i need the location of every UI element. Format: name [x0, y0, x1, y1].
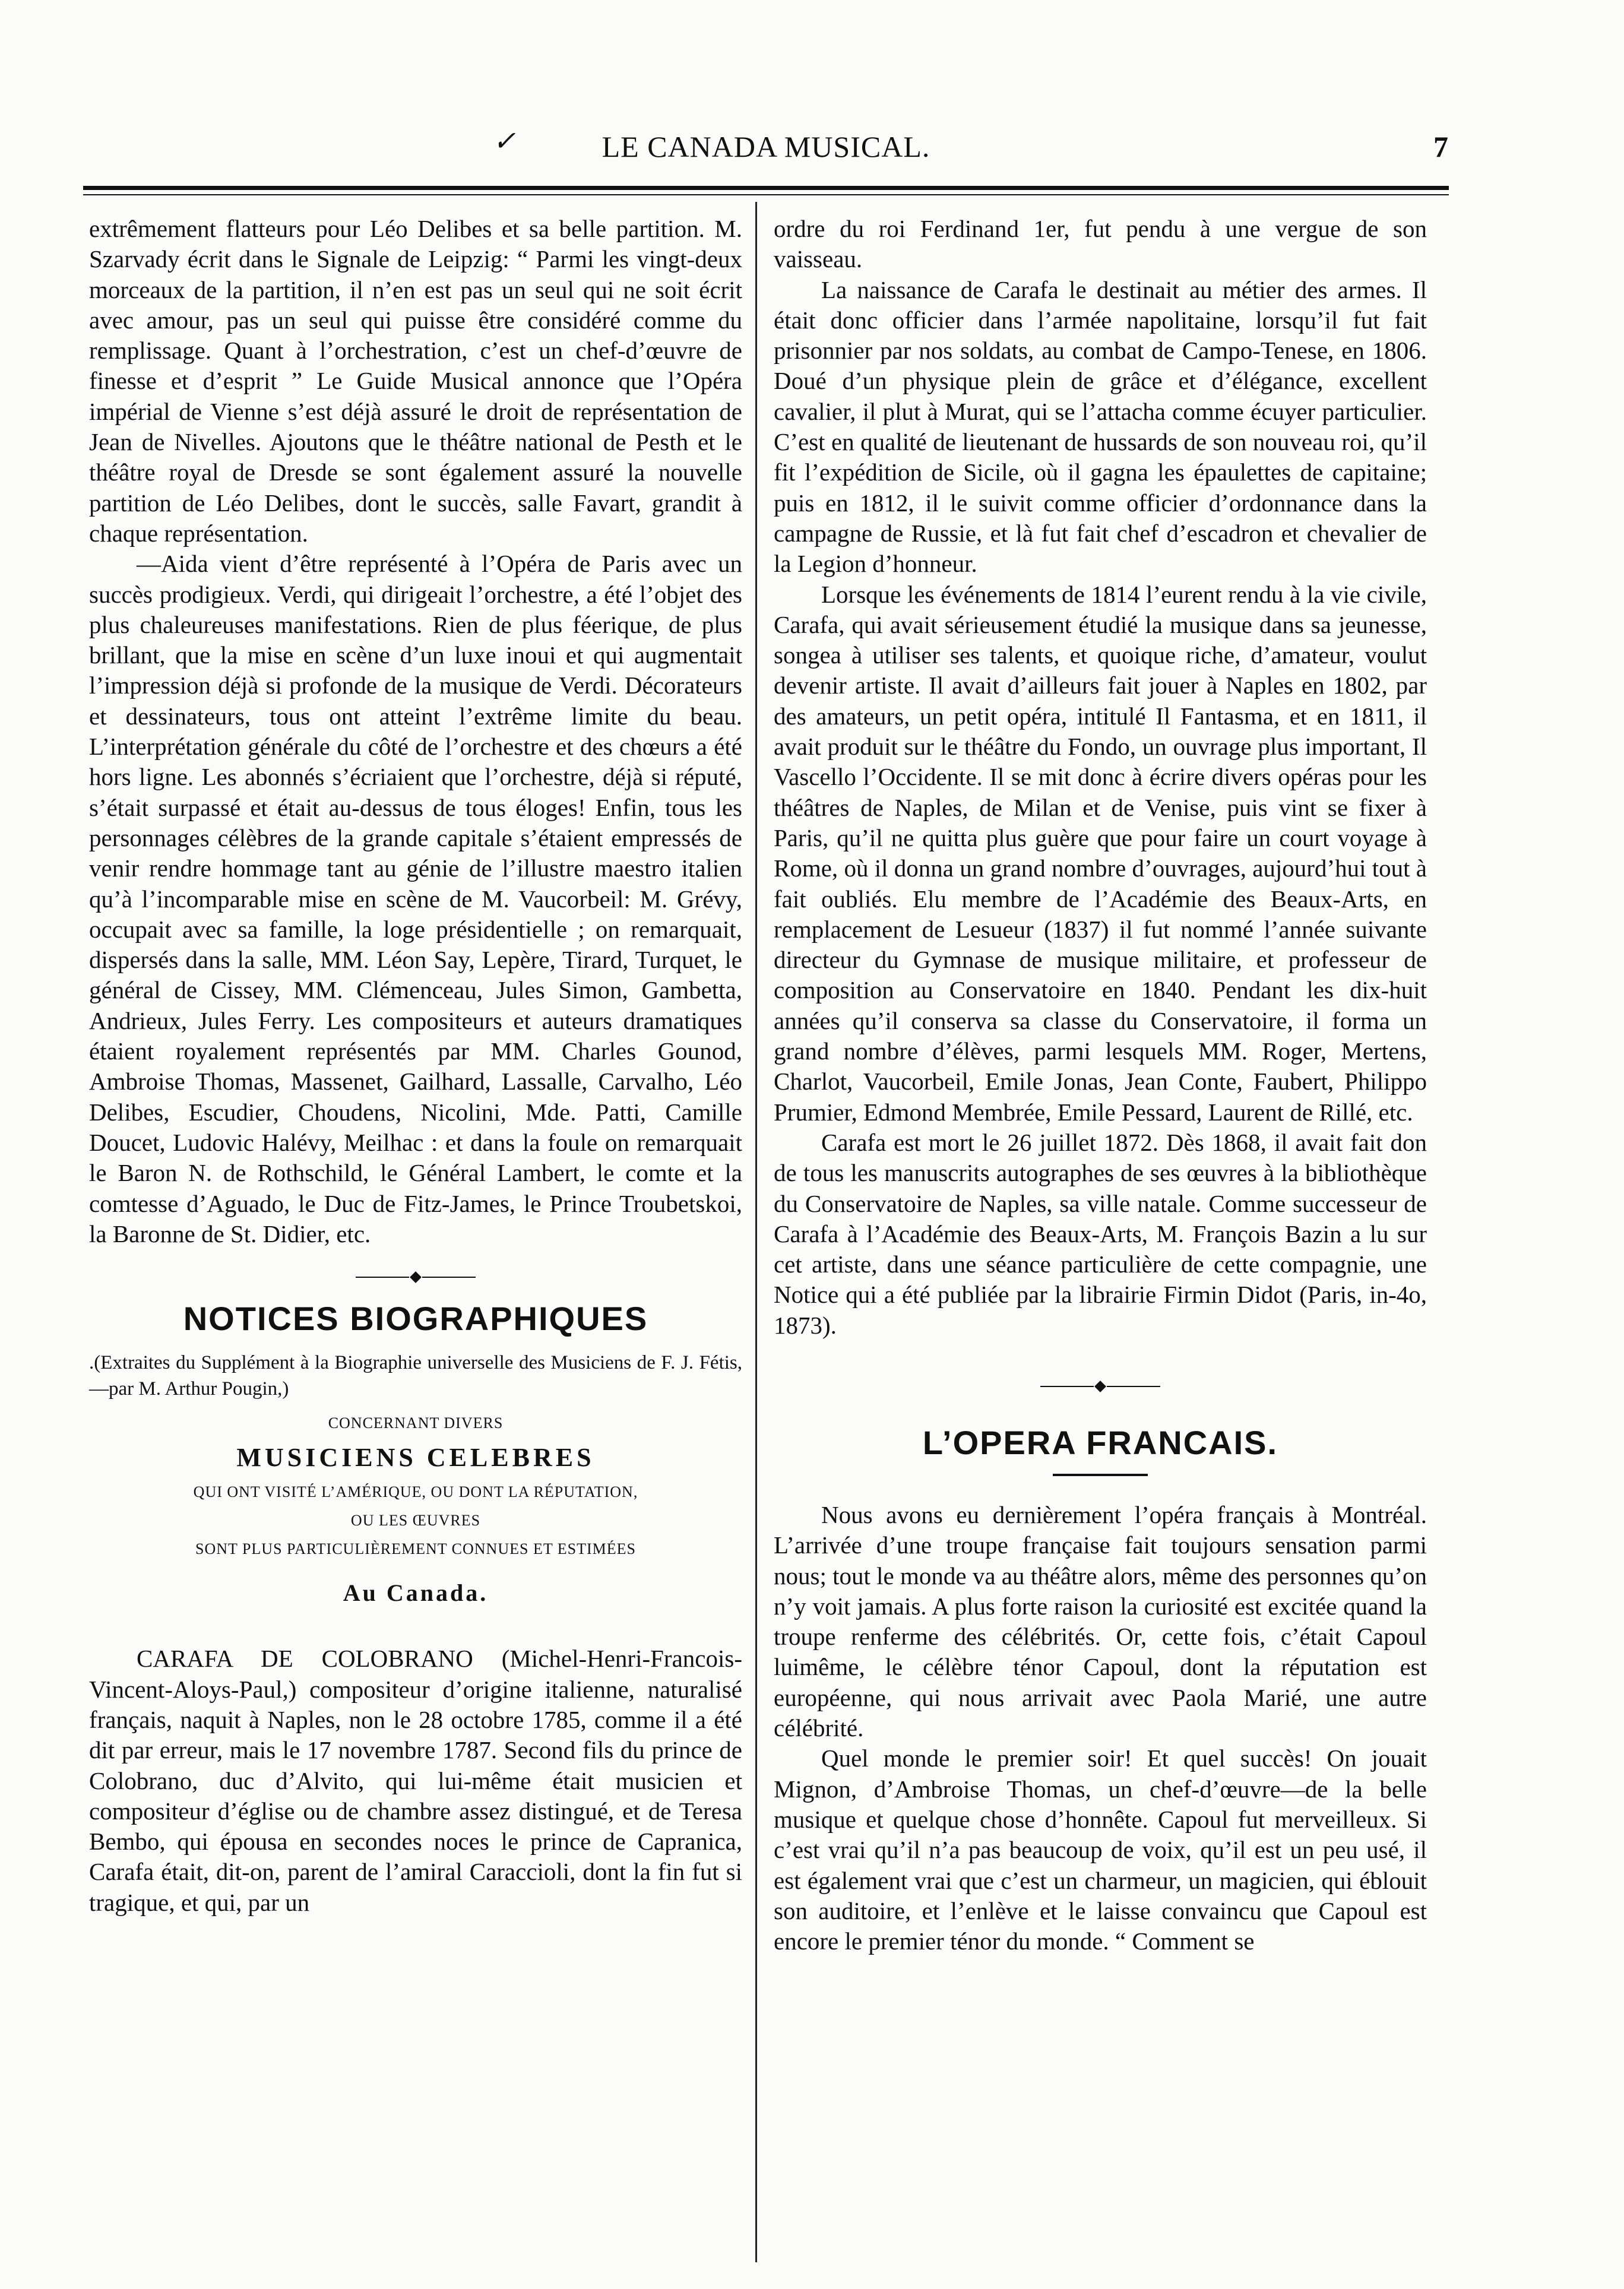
paragraph-aida: —Aida vient d’être représenté à l’Opéra de Paris avec un succès prodigieux. Verdi, qui dirigeait l’orchestre, a été l’objet des plus chaleureuses manifestations. Rien de plus féerique, de plus brillant, que la mise en scène d’un luxe inoui et qui augmentait l’impression déjà si profonde de la musique de Verdi. Décorateurs et dessinateurs, tous ont atteint l’extrême limite du beau. L’interprétation générale du côté de l’orchestre et des chœurs a été hors ligne. Les abonnés s’écriaient que l’orchestre, déjà si réputé, s’était surpassé et était au-dessus de tous éloges! Enfin, tous les personnages célèbres de la grande capitale s’étaient empressés de venir rendre hommage tant au génie de l’illustre maestro italien qu’à l’incomparable mise en scène de M. Vaucorbeil: M. Grévy, occupait avec sa famille, la loge présidentielle ; on remarquait, dispersés dans la salle, MM. Léon Say, Lepère, Tirard, Turquet, le général de Cissey, MM. Clémenceau, Jules Simon, Gambetta, Andrieux, Jules Ferry. Les compositeurs et auteurs dramatiques étaient royalement représentés par MM. Charles Gounod, Ambroise Thomas, Massenet, Gailhard, Lassalle, Carvalho, Léo Delibes, Escudier, Choudens, Nicolini, Mde. Patti, Camille Doucet, Ludovic Halévy, Meilhac : et dans la foule on remarquait le Baron N. de Rothschild, le Général Lambert, le comte et la comtesse d’Aguado, le Duc de Fitz-James, le Prince Troubetskoi, la Baronne de St. Didier, etc. — [89, 550, 742, 1248]
page-header — [83, 125, 1449, 166]
paragraph-ferdinand: ordre du roi Ferdinand 1er, fut pendu à une vergue de son vaisseau. — [774, 215, 1427, 273]
paragraph-opera-francais: Nous avons eu dernièrement l’opéra français à Montréal. L’arrivée d’une troupe française fait toujours sensation parmi nous; tout le monde va au théâtre alors, même des personnes qu’on n’y voit jamais. A plus forte raison la curiosité est excitée quand la troupe renferme des célébrités. Or, cette fois, c’était Capoul luimême, le célèbre ténor Capoul, dont la réputation est européenne, qui nous arrivait avec Paola Marié, une autre célébrité. — [774, 1500, 1427, 1742]
subhead-concernant: CONCERNANT DIVERS — [328, 1414, 504, 1432]
paragraph-delibes: extrêmement flatteurs pour Léo Delibes et sa belle partition. M. Szarvady écrit dans le Signale de Leipzig: “ Parmi les vingt-deux morceaux de la partition, il n’en est pas un seul qui ne soit écrit avec amour, pas un seul qui puisse être considéré comme du remplissage. Quant à l’orchestration, c’est un chef-d’œuvre de finesse et d’esprit ” Le Guide Musical annonce que l’Opéra impérial de Vienne s’est déjà assuré le droit de représentation de Jean de Nivelles. Ajoutons que le théâtre national de Pesth et le théâtre royal de Dresde se sont également assuré la nouvelle partition de Léo Delibes, dont le succès, salle Favart, grandit à chaque représentation. — [89, 215, 742, 547]
paragraph-naissance: La naissance de Carafa le destinait au métier des armes. Il était donc officier dans l’armée napolitaine, lorsqu’il fut fait prisonnier par nos soldats, au combat de Campo-Tenese, en 1806. Doué d’un physique plein de grâce et d’élégance, excellent cavalier, il plut à Murat, qui se l’attacha comme écuyer particulier. C’est en qualité de lieutenant de hussards de son nouveau roi, qu’il fit l’expédition de Sicile, où il gagna les épaulettes de capitaine; puis en 1812, il le suivit comme officier d’ordonnance dans la campagne de Russie, et là fut fait chef d’escadron et chevalier de la Legion d’honneur. — [774, 276, 1427, 578]
subhead-musiciens: MUSICIENS CELEBRES — [236, 1443, 595, 1473]
section-rule — [1053, 1474, 1148, 1476]
section-title-opera: L’OPERA FRANCAIS. — [922, 1423, 1278, 1461]
paragraph-premier-soir: Quel monde le premier soir! Et quel succès! On jouait Mignon, d’Ambroise Thomas, un chef-d’œuvre—de la belle musique et quelque chose d’honnête. Capoul fut merveilleux. Si c’est vrai qu’il n’a pas beaucoup de voix, qu’il est un peu usé, il est également vrai que c’est un charmeur, un magicien, qui éblouit son auditoire, et l’enlève et le laisse convaincu que Capoul est encore le premier ténor du monde. “ Comment se — [774, 1745, 1427, 1955]
paragraph-carafa: CARAFA DE COLOBRANO (Michel-Henri-Francois-Vincent-Aloys-Paul,) compositeur d’origine italienne, naturalisé français, naquit à Naples, non le 28 octobre 1785, comme il a été dit par erreur, mais le 17 novembre 1787. Second fils du prince de Colobrano, duc d’Alvito, qui lui-même était musicien et compositeur d’église ou de chambre assez distingué, et de Teresa Bembo, qui épousa en secondes noces le prince de Capranica, Carafa était, dit-on, parent de l’amiral Caraccioli, dont la fin fut si tragique, et qui, par un — [89, 1645, 742, 1916]
section-title-notices: NOTICES BIOGRAPHIQUES — [183, 1300, 648, 1338]
subhead-qui-ont: QUI ONT VISITÉ L’AMÉRIQUE, OU DONT LA RÉPUTATION, — [193, 1483, 638, 1501]
ornament-divider — [89, 1267, 742, 1285]
paragraph-mort: Carafa est mort le 26 juillet 1872. Dès 1868, il avait fait don de tous les manuscrits autographes de ses œuvres à la bibliothèque du Conservatoire de Naples, sa ville natale. Comme successeur de Carafa à l’Académie des Beaux-Arts, M. François Bazin a lu sur cet artiste, dans une séance particulière de cette compagnie, une Notice qui a été publiée par la librairie Firmin Didot (Paris, in-4o, 1873). — [774, 1128, 1427, 1339]
subhead-au-canada: Au Canada. — [343, 1579, 489, 1607]
ink-mark: ✓ — [493, 126, 517, 156]
header-rule-thin — [83, 194, 1449, 195]
paragraph-evenements: Lorsque les événements de 1814 l’eurent rendu à la vie civile, Carafa, qui avait sérieusement étudié la musique dans sa jeunesse, songea à utiliser ses talents, et quoique riche, d’amateur, voulut devenir artiste. Il avait d’ailleurs fait jouer à Naples en 1802, par des amateurs, un petit opéra, intitulé Il Fantasma, et en 1811, il avait produit sur le théâtre du Fondo, un ouvrage plus important, Il Vascello l’Occidente. Il se mit donc à écrire divers opéras pour les théâtres de Naples, de Milan et de Venise, puis vint se fixer à Paris, qu’il ne quitta plus guère que pour faire un court voyage à Rome, où il donna un grand nombre d’ouvrages, aujourd’hui tout à fait oubliés. Elu membre de l’Académie des Beaux-Arts, en remplacement de Lesueur (1837) il fut nommé l’année suivante directeur du Gymnase de musique militaire, et professeur de composition au Conservatoire en 1840. Pendant les dix-huit années qu’il conserva sa classe du Conservatoire, il forma un grand nombre d’élèves, parmi lesquels MM. Roger, Mertens, Charlot, Vaucorbeil, Emile Jonas, Jean Conte, Faubert, Philippo Prumier, Edmond Membrée, Emile Pessard, Laurent de Rillé, etc. — [774, 580, 1427, 1126]
publication-title: LE CANADA MUSICAL. — [602, 130, 930, 163]
header-rule-thick — [83, 186, 1449, 190]
page-number: 7 — [1433, 130, 1449, 163]
left-column — [89, 214, 742, 1918]
subhead-sont-plus: SONT PLUS PARTICULIÈREMENT CONNUES ET ESTIMÉES — [195, 1540, 636, 1558]
column-divider — [755, 202, 757, 2262]
right-column — [774, 214, 1427, 1956]
subhead-ou-les: OU LES ŒUVRES — [350, 1512, 481, 1530]
ornament-divider-right — [774, 1376, 1427, 1394]
extract-note: .(Extraites du Supplément à la Biographie universelle des Musiciens de F. J. Fétis,—par M. Arthur Pougin,) — [89, 1352, 742, 1400]
